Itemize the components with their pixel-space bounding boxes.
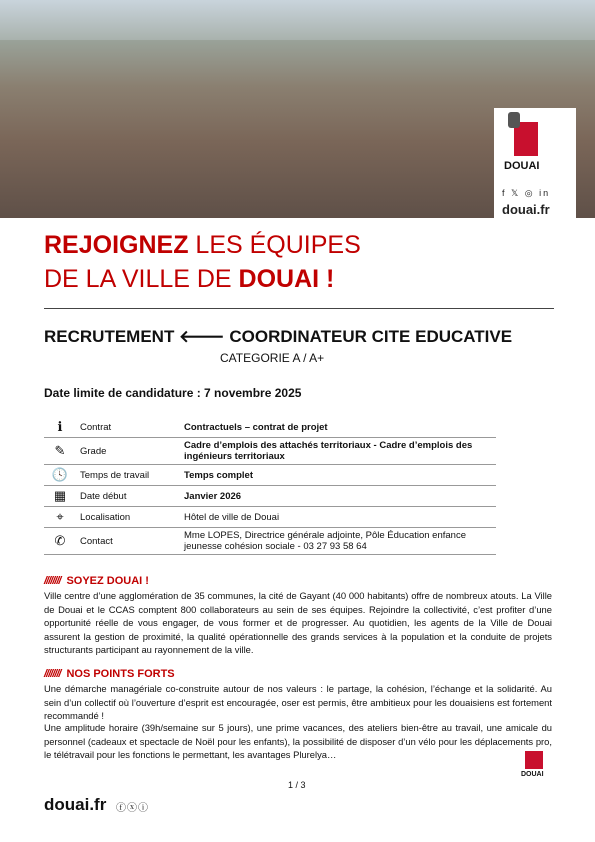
paragraph-soyez: Ville centre d’une agglomération de 35 communes, la cité de Gayant (40 000 habitants) offre de nombreux atouts. La Ville de Douai et le CCAS comptent 800 collaborateurs au sein de ses équipes. Rejoindre la collectivité, c’est profiter d’une opportunité réelle de vous engager, de vous former et de progresser. Au quotidien, les agents de la Ville de Douai assurent la gestion de proximité, la qualité opérationnelle des grands services à la population et la conduite de projets structurants participant au rayonnement de la ville. [44,590,552,655]
section-title-text: SOYEZ DOUAI ! [66,575,149,587]
douai-logo-card [494,108,576,218]
job-category: CATEGORIE A / A+ [220,351,325,365]
edit-icon: ✎ [44,438,76,465]
hero-sky [0,0,595,40]
page-headline [44,228,361,296]
info-label: Grade [76,438,180,465]
clock-icon: 🕓 [44,465,76,486]
section-title-points [44,668,175,680]
footer-url[interactable]: douai.fr [44,795,107,814]
info-label: Contact [76,528,180,555]
social-icons: f 𝕏 ◎ in [502,188,551,198]
headline-rest-2: DE LA VILLE DE [44,265,239,293]
calendar-icon: ▦ [44,486,76,507]
douai-logo-icon [514,122,538,156]
location-icon: ⌖ [44,507,76,528]
info-row [44,486,496,507]
info-label: Date début [76,486,180,507]
headline-bold-2: DOUAI ! [238,265,335,293]
info-label: Localisation [76,507,180,528]
job-info-table [44,417,496,555]
footer-logo-word: DOUAI [521,771,544,778]
job-title: RECRUTEMENT 🡐 COORDINATEUR CITE EDUCATIVE [44,327,513,346]
info-icon: ℹ [44,417,76,438]
phone-icon: ✆ [44,528,76,555]
headline-rest-1: LES ÉQUIPES [188,231,361,259]
info-label: Temps de travail [76,465,180,486]
info-value: Janvier 2026 [180,486,496,507]
info-row [44,465,496,486]
headline-bold-1: REJOIGNEZ [44,231,189,259]
paragraph-points-2: Une amplitude horaire (39h/semaine sur 5 jours), une prime vacances, des ateliers bien-être au travail, une amicale du personnel (cadeaux et spectacle de Noël pour les enfants), la possibilité de disposer d’un vélo pour les déplacements pro, le télétravail pour les fonctions le permettant, les avantages Plurelya… [44,722,552,760]
divider [44,308,554,309]
info-row [44,417,496,438]
section-slashes: //////// [44,668,61,680]
info-row [44,438,496,465]
footer-logo [519,745,553,778]
info-value: Mme LOPES, Directrice générale adjointe, Pôle Éducation enfance jeunesse cohésion sociale - 03 27 93 58 64 [180,528,496,555]
info-row [44,528,496,555]
section-slashes: //////// [44,575,61,587]
hero-photo [0,0,595,218]
logo-url: douai.fr [502,202,550,217]
deadline: Date limite de candidature : 7 novembre 2025 [44,386,302,400]
paragraph-points-1: Une démarche managériale co-construite autour de nos valeurs : le partage, la cohésion, l’échange et la solidarité. Au sein d’un collectif où l’ouverture d’esprit est encouragée, oser est permis, être ambitieux pour les douaisiens est fortement recommandé ! [44,683,552,721]
info-label: Contrat [76,417,180,438]
info-value: Hôtel de ville de Douai [180,507,496,528]
footer-social-icons[interactable]: ⓕⓧⓘ [116,803,149,814]
logo-word: DOUAI [504,160,540,172]
section-title-text: NOS POINTS FORTS [66,668,175,680]
info-value: Temps complet [180,465,496,486]
info-value: Cadre d’emplois des attachés territoriaux - Cadre d’emplois des ingénieurs territoriaux [180,438,496,465]
section-title-soyez [44,575,149,587]
footer-logo-icon [525,751,543,769]
info-row [44,507,496,528]
page-number: 1 / 3 [288,780,306,790]
info-value: Contractuels – contrat de projet [180,417,496,438]
